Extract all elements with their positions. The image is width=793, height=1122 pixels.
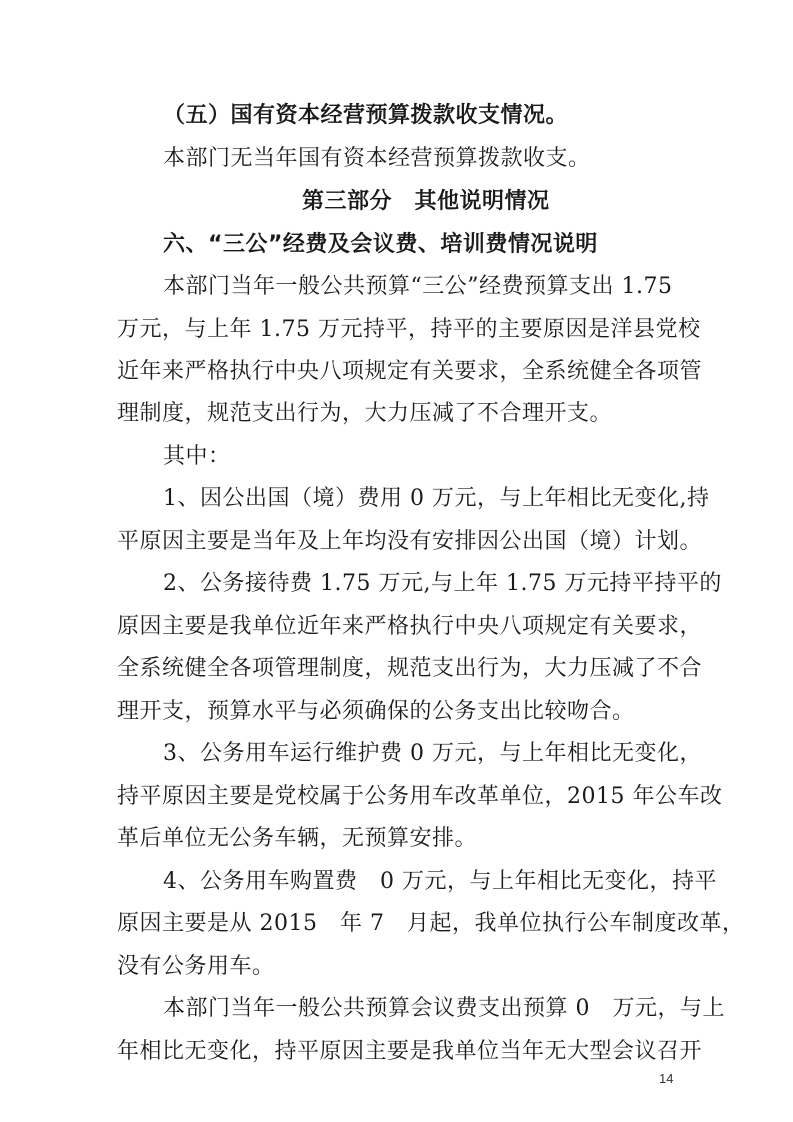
item-four-line: 4、公务用车购置费 0 万元，与上年相比无变化，持平 bbox=[163, 869, 717, 894]
item-two-line: 全系统健全各项管理制度，规范支出行为，大力压减了不合 bbox=[117, 656, 703, 681]
item-one-line: 平原因主要是当年及上年均没有安排因公出国（境）计划。 bbox=[117, 529, 703, 554]
item-one-line: 1、因公出国（境）费用 0 万元，与上年相比无变化,持 bbox=[163, 486, 710, 511]
item-three-line: 3、公务用车运行维护费 0 万元，与上年相比无变化， bbox=[163, 741, 702, 766]
paragraph-intro-line: 本部门当年一般公共预算“三公”经费预算支出 1.75 bbox=[163, 274, 673, 299]
item-four-line: 没有公务用车。 bbox=[117, 954, 275, 979]
item-two-line: 2、公务接待费 1.75 万元,与上年 1.75 万元持平持平的 bbox=[163, 571, 722, 596]
item-three-line: 持平原因主要是党校属于公务用车改革单位，2015 年公车改 bbox=[117, 784, 723, 809]
page-number: 14 bbox=[659, 1071, 674, 1086]
paragraph-intro-line: 近年来严格执行中央八项规定有关要求，全系统健全各项管 bbox=[117, 359, 703, 384]
section-six-title: 六、“三公”经费及会议费、培训费情况说明 bbox=[163, 232, 598, 257]
paragraph-among: 其中： bbox=[163, 444, 231, 469]
item-two-line: 原因主要是我单位近年来严格执行中央八项规定有关要求， bbox=[117, 614, 703, 639]
paragraph-meeting-line: 年相比无变化，持平原因主要是我单位当年无大型会议召开 bbox=[117, 1039, 703, 1064]
paragraph-meeting-line: 本部门当年一般公共预算会议费支出预算 0 万元，与上 bbox=[163, 996, 725, 1021]
paragraph-intro-line: 万元，与上年 1.75 万元持平，持平的主要原因是洋县党校 bbox=[117, 317, 701, 342]
item-four-line: 原因主要是从 2015 年 7 月起，我单位执行公车制度改革， bbox=[117, 911, 745, 936]
item-three-line: 革后单位无公务车辆，无预算安排。 bbox=[117, 826, 478, 851]
paragraph-state-capital-budget: 本部门无当年国有资本经营预算拨款收支。 bbox=[163, 146, 591, 171]
heading-state-capital-budget: （五）国有资本经营预算拨款收支情况。 bbox=[163, 103, 569, 128]
part-three-title: 第三部分 其他说明情况 bbox=[302, 189, 550, 214]
paragraph-intro-line: 理制度，规范支出行为，大力压减了不合理开支。 bbox=[117, 401, 613, 426]
item-two-line: 理开支，预算水平与必须确保的公务支出比较吻合。 bbox=[117, 699, 635, 724]
